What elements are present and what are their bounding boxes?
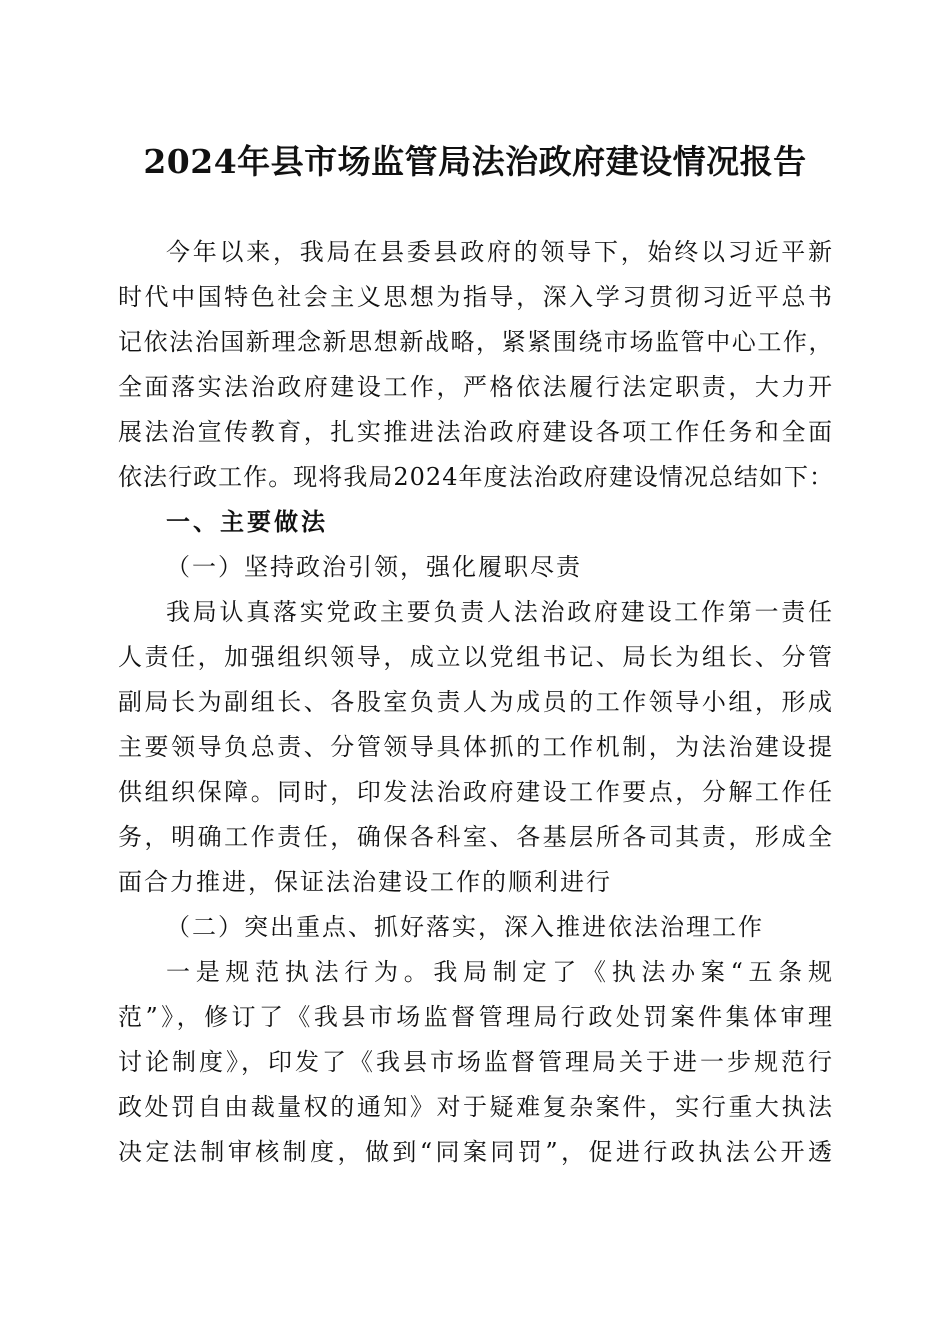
paragraph-line: 政处罚自由裁量权的通知》对于疑难复杂案件，实行重大执法 — [118, 1093, 834, 1121]
section-heading: 一、主要做法 — [166, 508, 328, 536]
paragraph-line: 人责任，加强组织领导，成立以党组书记、局长为组长、分管 — [118, 643, 834, 671]
paragraph-line: 记依法治国新理念新思想新战略，紧紧围绕市场监管中心工作， — [118, 328, 834, 356]
paragraph-line: 务，明确工作责任，确保各科室、各基层所各司其责，形成全 — [118, 823, 834, 851]
paragraph-line: 主要领导负总责、分管领导具体抓的工作机制，为法治建设提 — [118, 733, 834, 761]
subsection-heading: （一）坚持政治引领，强化履职尽责 — [166, 553, 582, 581]
paragraph-line: 一是规范执法行为。我局制定了《执法办案“五条规 — [166, 958, 834, 986]
paragraph-line: 时代中国特色社会主义思想为指导，深入学习贯彻习近平总书 — [118, 283, 834, 311]
paragraph-line: 全面落实法治政府建设工作，严格依法履行法定职责，大力开 — [118, 373, 834, 401]
paragraph-line: 讨论制度》，印发了《我县市场监督管理局关于进一步规范行 — [118, 1048, 834, 1076]
subsection-heading: （二）突出重点、抓好落实，深入推进依法治理工作 — [166, 913, 764, 941]
paragraph-line: 展法治宣传教育，扎实推进法治政府建设各项工作任务和全面 — [118, 418, 834, 446]
paragraph-line: 我局认真落实党政主要负责人法治政府建设工作第一责任 — [166, 598, 834, 626]
paragraph-line: 面合力推进，保证法治建设工作的顺利进行 — [118, 868, 612, 896]
paragraph-line: 今年以来，我局在县委县政府的领导下，始终以习近平新 — [166, 238, 834, 266]
document-title: 2024年县市场监管局法治政府建设情况报告 — [143, 142, 807, 181]
paragraph-line: 供组织保障。同时，印发法治政府建设工作要点，分解工作任 — [118, 778, 834, 806]
paragraph-line: 依法行政工作。现将我局2024年度法治政府建设情况总结如下： — [118, 463, 834, 491]
document-body — [118, 230, 834, 1175]
paragraph-line: 范”》，修订了《我县市场监督管理局行政处罚案件集体审理 — [118, 1003, 834, 1031]
paragraph-line: 决定法制审核制度，做到“同案同罚”，促进行政执法公开透 — [118, 1138, 834, 1166]
paragraph-line: 副局长为副组长、各股室负责人为成员的工作领导小组，形成 — [118, 688, 834, 716]
